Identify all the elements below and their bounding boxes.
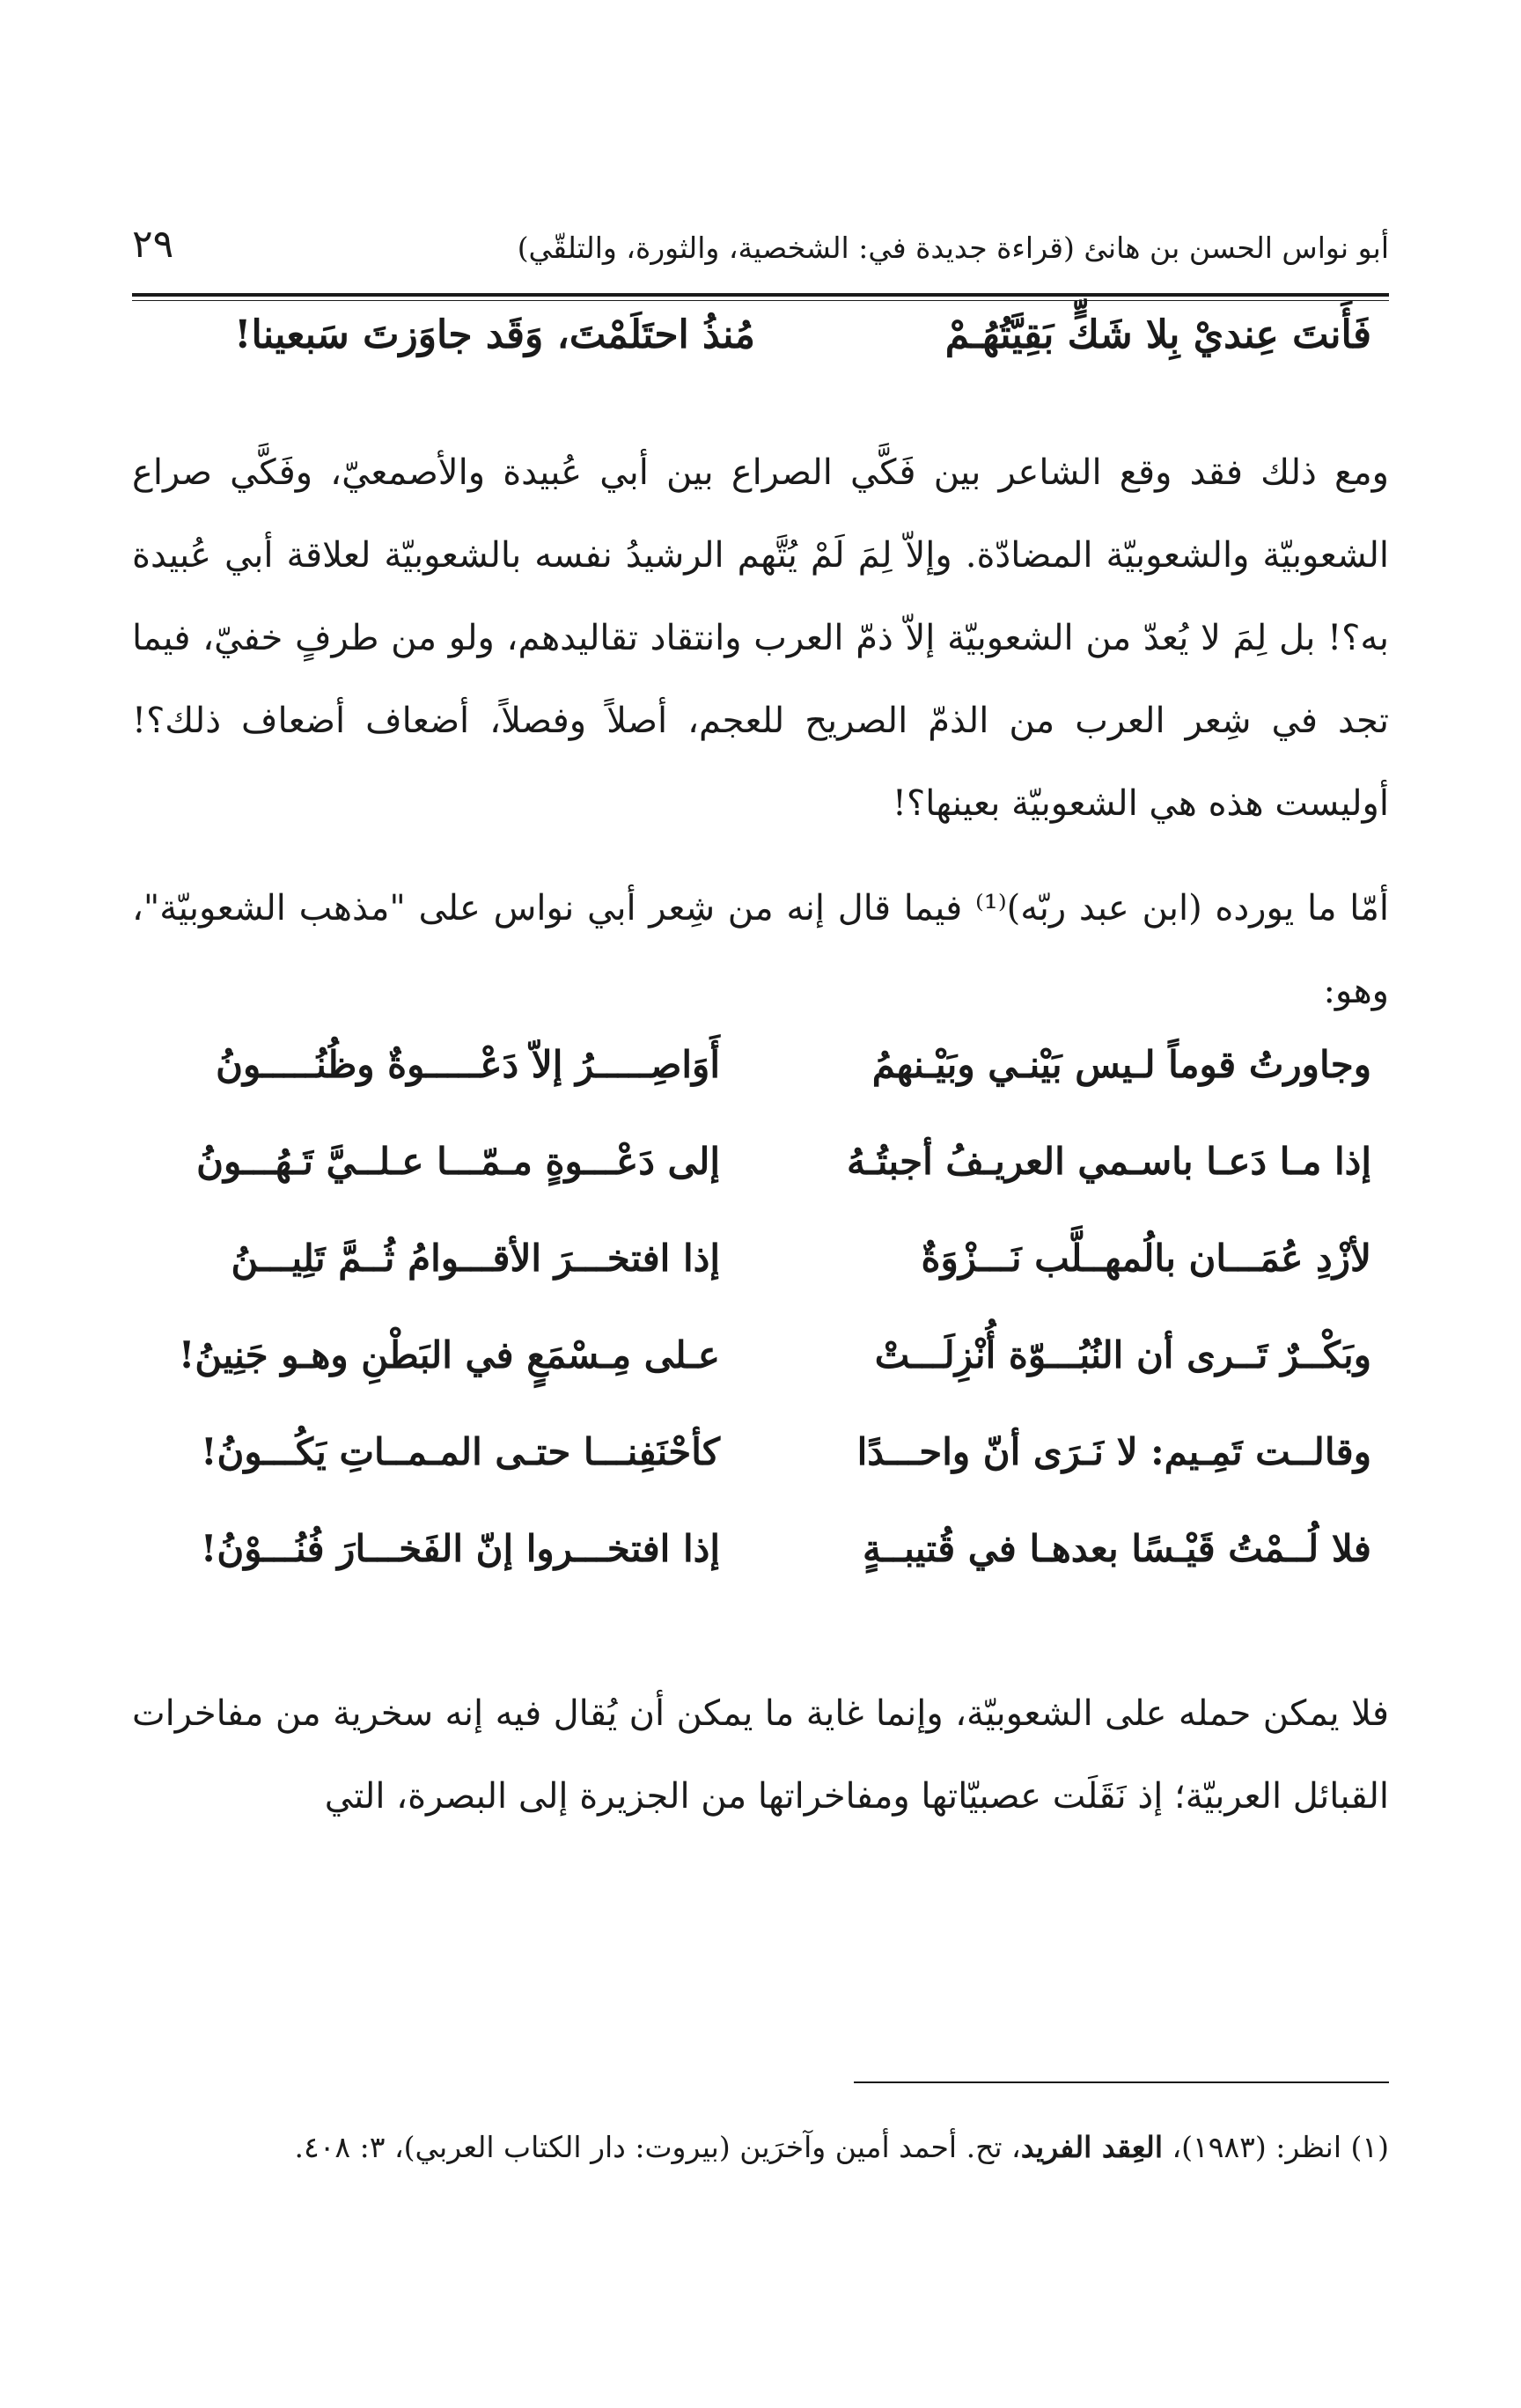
footnote-prefix: (١) انظر: (١٩٨٣)، bbox=[1162, 2130, 1389, 2164]
poem-second-hemistich: إلى دَعْـــوةٍ مـمّـــا عـلــيَّ تَـهُـــونُ bbox=[196, 1140, 720, 1183]
poem-second-hemistich: إذا افتخـــروا إنّ الفَخـــارَ فُنُـــوْنُ! bbox=[200, 1527, 720, 1570]
page-number: ٢٩ bbox=[132, 222, 174, 267]
footnote-suffix: ، تح. أحمد أمين وآخرَين (بيروت: دار الكتاب العربي)، ٣: ٤٠٨. bbox=[294, 2130, 1021, 2164]
poem-first-hemistich: وجاورتُ قوماً لـيس بَيْنـي وبَيْـنهمُ bbox=[871, 1043, 1371, 1086]
top-verse-second-hemistich: مُنذُ احتَلَمْتَ، وَقَد جاوَزتَ سَبعينا! bbox=[234, 312, 755, 357]
poem-second-hemistich: عـلى مِـسْمَعٍ في البَطْنِ وهـو جَنِينُ! bbox=[178, 1333, 720, 1377]
poem-line bbox=[132, 1333, 1389, 1430]
header-rule-thin bbox=[132, 300, 1389, 301]
running-head bbox=[132, 222, 1389, 285]
poem-line bbox=[132, 1140, 1389, 1237]
poem-first-hemistich: إذا مـا دَعـا باسـمي العريـفُ أجبتُـهُ bbox=[846, 1140, 1371, 1183]
poem-first-hemistich: فلا لُــمْتُ قَيْـسًا بعدهـا في قُتيبــةٍ bbox=[862, 1527, 1371, 1570]
footnote-book-title: العِقد الفريد bbox=[1020, 2130, 1163, 2164]
closing-paragraph: فلا يمكن حمله على الشعوبيّة، وإنما غاية ما يمكن أن يُقال فيه إنه سخرية من مفاخرات القبائل العربيّة؛ إذ نَقَلَت عصبيّاتها ومفاخراتها من الجزيرة إلى البصرة، التي bbox=[132, 1693, 1389, 1817]
running-title: أبو نواس الحسن بن هانئ (قراءة جديدة في: الشخصية، والثورة، والتلقّي) bbox=[517, 231, 1389, 265]
paragraph-1: ومع ذلك فقد وقع الشاعر بين فَكَّي الصراع بين أبي عُبيدة والأصمعيّ، وفَكَّي صراع الشعوبيّة والشعوبيّة المضادّة. وإلاّ لِمَ لَمْ يُتَّهم الرشيدُ نفسه بالشعوبيّة لعلاقة أبي عُبيدة به؟! بل لِمَ لا يُعدّ من الشعوبيّة إلاّ ذمّ العرب وانتقاد تقاليدهم، ولو من طرفٍ خفيّ، فيما تجد في شِعر العرب من الذمّ الصريح للعجم، أصلاً وفصلاً، أضعاف أضعاف ذلك؟! أوليست هذه هي الشعوبيّة بعينها؟! bbox=[132, 452, 1389, 824]
paragraph-2: أمّا ما يورده (ابن عبد ربّه)⁽¹⁾ فيما قال إنه من شِعر أبي نواس على "مذهب الشعوبيّة"، وهو: bbox=[132, 888, 1389, 1011]
header-rule bbox=[132, 293, 1389, 297]
poem-line bbox=[132, 1430, 1389, 1527]
poem-second-hemistich: كأحْنَفِنـــا حتـى المـمــاتِ يَكُـــونُ! bbox=[201, 1430, 720, 1473]
poem bbox=[132, 1043, 1389, 1624]
footnote-rule bbox=[854, 2081, 1389, 2083]
poem-first-hemistich: وقالــت تَمِـيم: لا نَـرَى أنّ واحـــدًا bbox=[856, 1430, 1371, 1473]
poem-line bbox=[132, 1237, 1389, 1333]
poem-line bbox=[132, 1527, 1389, 1624]
top-verse bbox=[132, 312, 1389, 392]
poem-second-hemistich: إذا افتخـــرَ الأقـــوامُ ثُــمَّ تَلِيـــنُ bbox=[231, 1237, 720, 1280]
poem-second-hemistich: أَوَاصِـــــرُ إلاّ دَعْـــــوةٌ وظُنُـــــونُ bbox=[216, 1043, 720, 1086]
footnote bbox=[132, 2130, 1389, 2164]
poem-first-hemistich: لأزْدِ عُمَـــان بالُمهــلَّب نَـــزْوَةٌ bbox=[921, 1237, 1371, 1280]
top-verse-first-hemistich: فَأَنتَ عِنديْ بِلا شَكٍّ بَقِيَّتُهُـمْ bbox=[944, 312, 1371, 357]
poem-line bbox=[132, 1043, 1389, 1140]
poem-first-hemistich: وبَكْــرٌ تَــرى أن النُبُـــوّة أُنْزِلَـــتْ bbox=[874, 1333, 1371, 1377]
